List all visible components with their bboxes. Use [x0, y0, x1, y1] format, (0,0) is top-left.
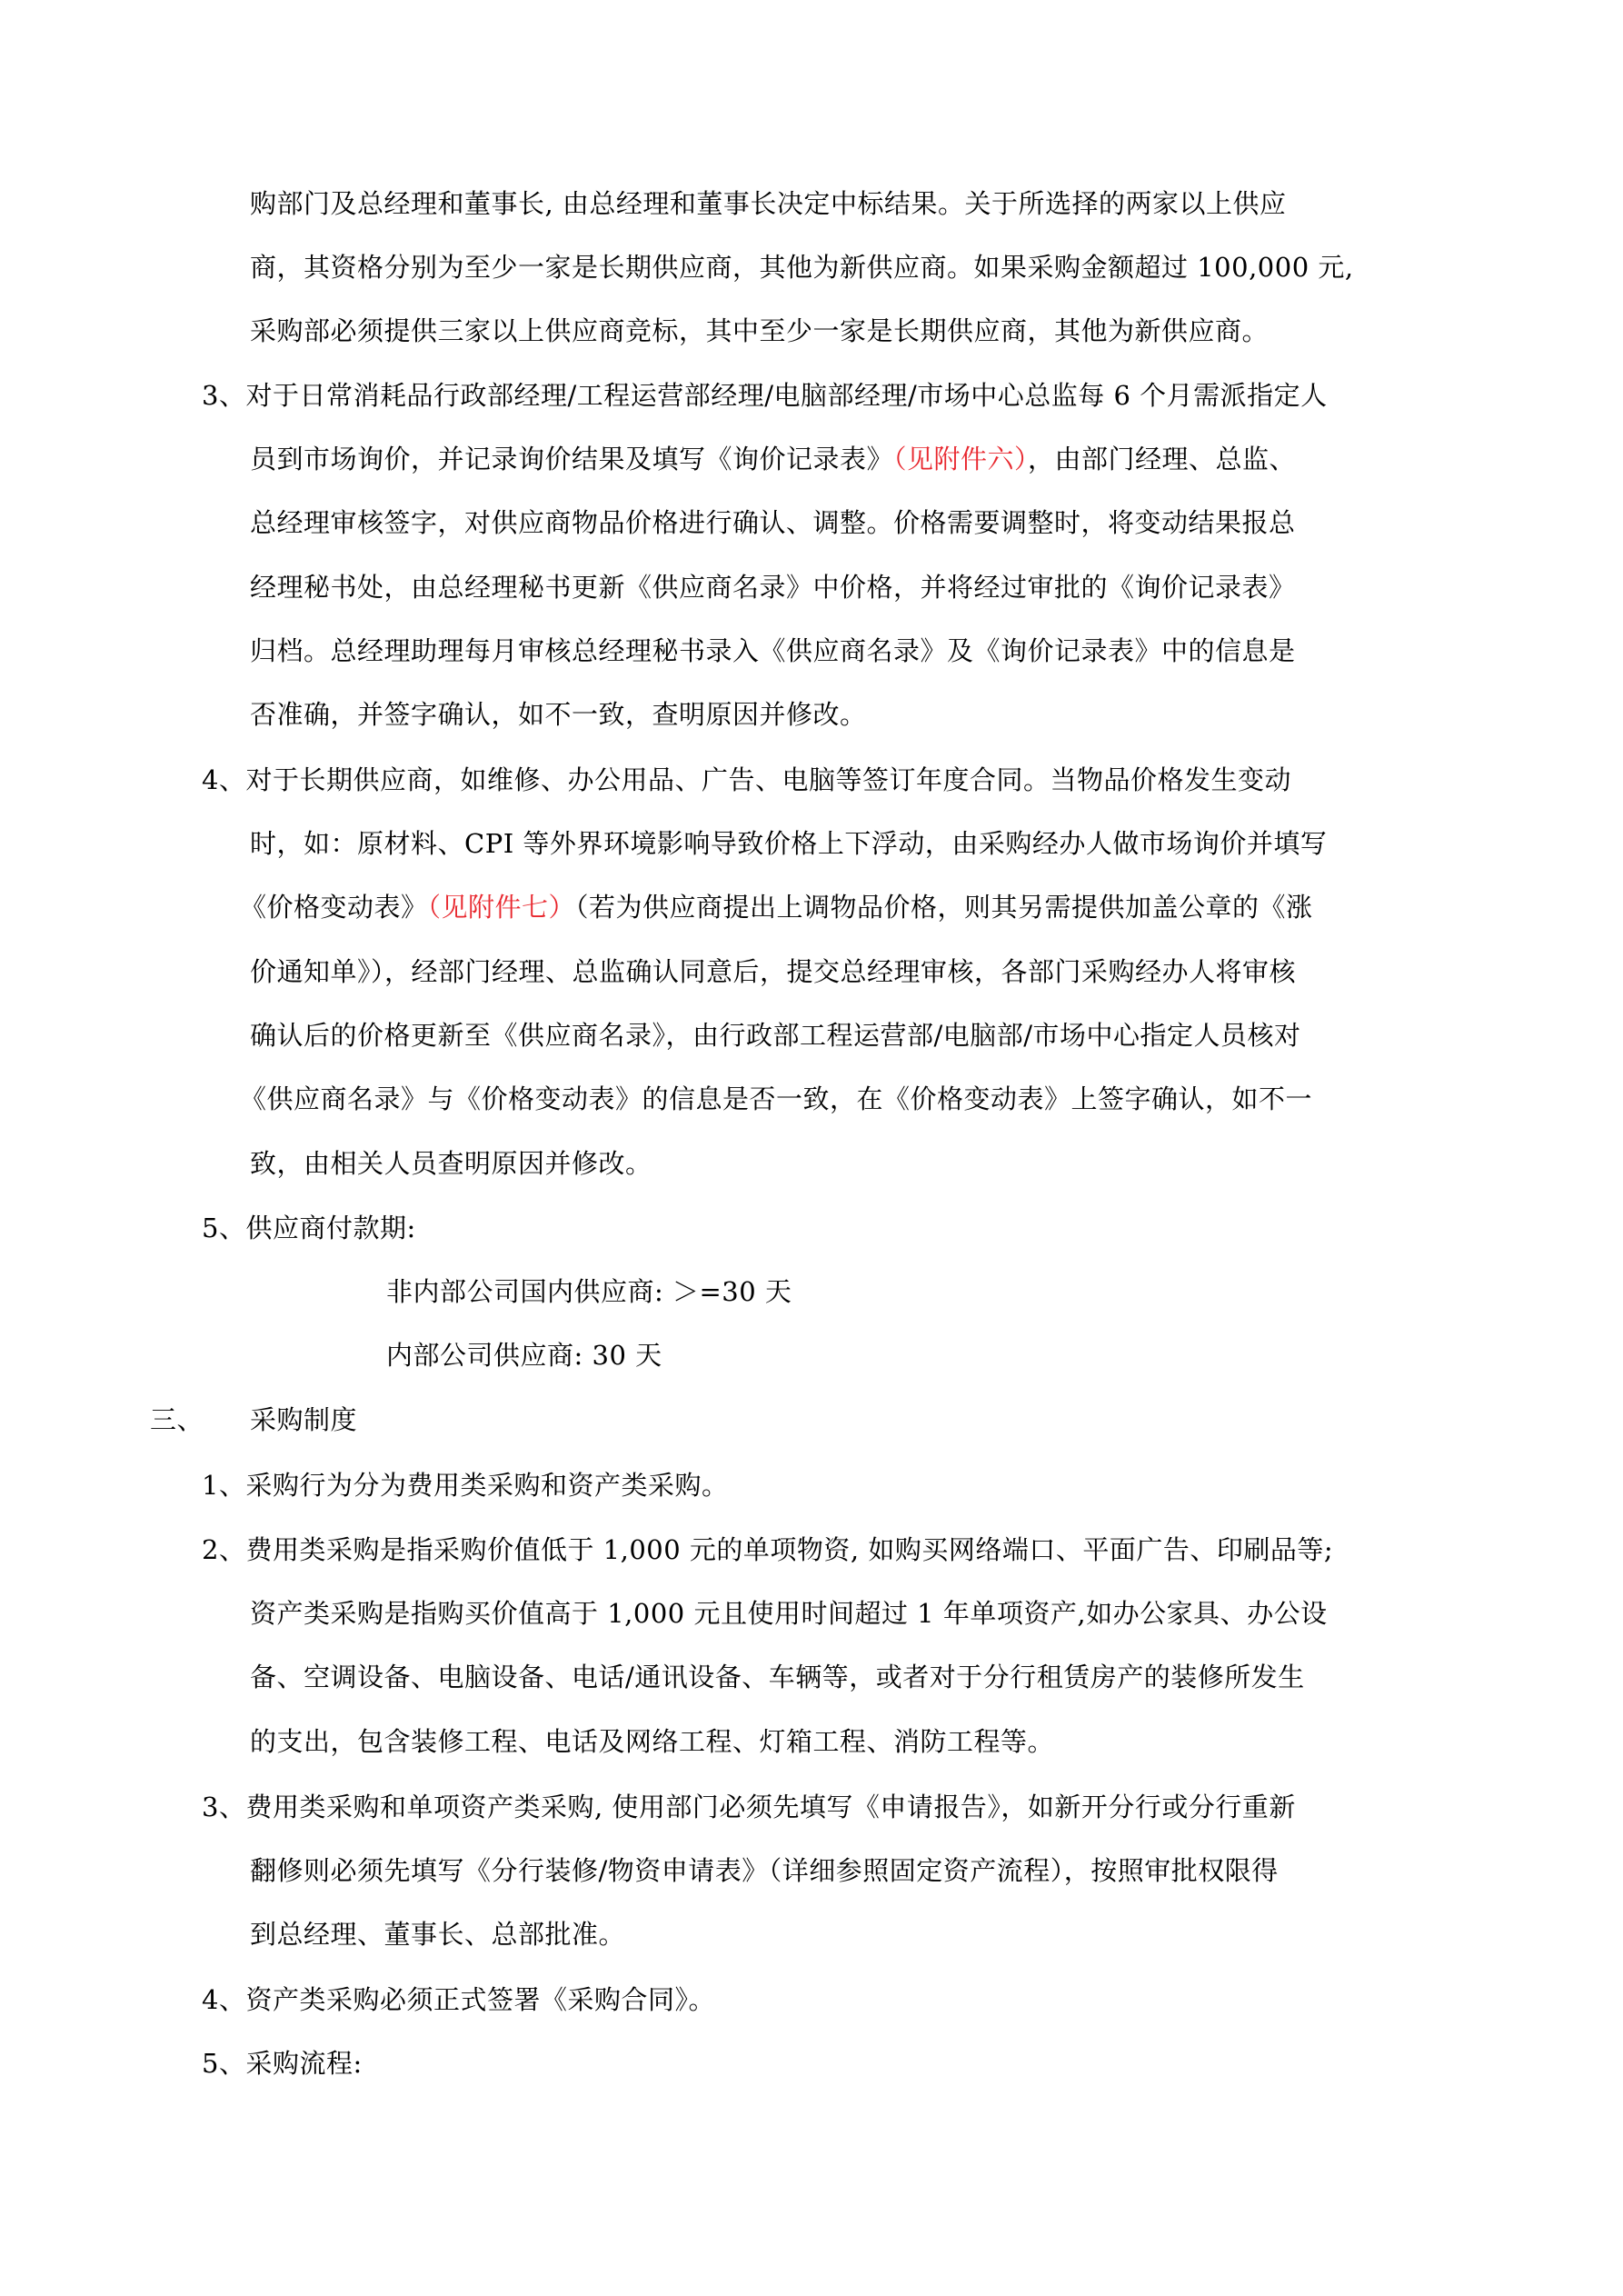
- item-4-text-a: 《价格变动表》: [240, 892, 428, 923]
- section-3-item-2-line-2: 资产类采购是指购买价值高于 1,000 元且使用时间超过 1 年单项资产,如办公家具、办公设: [250, 1598, 1328, 1629]
- payment-term-domestic: 非内部公司国内供应商: ＞=30 天: [386, 1276, 792, 1307]
- item-4-line-7: 致，由相关人员查明原因并修改。: [250, 1148, 652, 1179]
- para-continuation-line-3: 采购部必须提供三家以上供应商竞标，其中至少一家是长期供应商，其他为新供应商。: [250, 315, 1270, 346]
- item-3-line-2: [250, 441, 1296, 477]
- attachment-6-reference: （见附件六）: [893, 444, 1029, 474]
- section-3-item-3-line-1: 3、费用类采购和单项资产类采购, 使用部门必须先填写《申请报告》，如新开分行或分行重新: [202, 1792, 1296, 1822]
- section-3-item-1: 1、采购行为分为费用类采购和资产类采购。: [202, 1470, 729, 1501]
- item-3-line-3: 总经理审核签字，对供应商物品价格进行确认、调整。价格需要调整时，将变动结果报总: [250, 507, 1296, 538]
- item-4-text-b: （若为供应商提出上调物品价格，则其另需提供加盖公章的《涨: [575, 892, 1313, 923]
- item-3-text-b: ，由部门经理、总监、: [1028, 444, 1297, 474]
- attachment-7-reference: （见附件七）: [427, 892, 576, 923]
- para-continuation-line-2: 商，其资格分别为至少一家是长期供应商，其他为新供应商。如果采购金额超过 100,000 元,: [250, 252, 1354, 283]
- item-4-line-4: 价通知单》），经部门经理、总监确认同意后，提交总经理审核，各部门采购经办人将审核: [250, 956, 1297, 987]
- item-5-title: 5、供应商付款期:: [202, 1213, 416, 1243]
- para-continuation-line-1: 购部门及总经理和董事长, 由总经理和董事长决定中标结果。关于所选择的两家以上供应: [250, 188, 1287, 219]
- section-3-item-2-line-3: 备、空调设备、电脑设备、电话/通讯设备、车辆等，或者对于分行租赁房产的装修所发生: [250, 1662, 1305, 1692]
- section-3-item-2-line-4: 的支出，包含装修工程、电话及网络工程、灯箱工程、消防工程等。: [250, 1726, 1055, 1757]
- section-3-item-3-line-3: 到总经理、董事长、总部批准。: [250, 1919, 626, 1950]
- section-3-item-2-line-1: 2、费用类采购是指采购价值低于 1,000 元的单项物资, 如购买网络端口、平面广告、印刷品等;: [202, 1534, 1334, 1565]
- section-3-item-5: 5、采购流程:: [202, 2048, 363, 2079]
- item-4-line-3: [240, 889, 1313, 925]
- item-3-text-a: 员到市场询价，并记录询价结果及填写《询价记录表》: [250, 444, 894, 474]
- section-3-number: 三、: [150, 1404, 204, 1435]
- item-3-line-1: 3、对于日常消耗品行政部经理/工程运营部经理/电脑部经理/市场中心总监每 6 个月需派指定人: [202, 380, 1328, 411]
- section-3-item-4: 4、资产类采购必须正式签署《采购合同》。: [202, 1984, 715, 2015]
- section-3-title: 采购制度: [250, 1404, 358, 1435]
- item-3-line-6: 否准确，并签字确认，如不一致，查明原因并修改。: [250, 699, 867, 730]
- item-4-line-1: 4、对于长期供应商，如维修、办公用品、广告、电脑等签订年度合同。当物品价格发生变动: [202, 764, 1291, 795]
- item-4-line-5: 确认后的价格更新至《供应商名录》，由行政部工程运营部/电脑部/市场中心指定人员核对: [250, 1020, 1301, 1051]
- item-4-line-6: 《供应商名录》与《价格变动表》的信息是否一致，在《价格变动表》上签字确认，如不一: [240, 1083, 1313, 1114]
- item-3-line-4: 经理秘书处，由总经理秘书更新《供应商名录》中价格，并将经过审批的《询价记录表》: [250, 572, 1296, 603]
- payment-term-internal: 内部公司供应商: 30 天: [386, 1340, 662, 1371]
- item-4-line-2: 时，如：原材料、CPI 等外界环境影响导致价格上下浮动，由采购经办人做市场询价并填写: [250, 828, 1328, 859]
- section-3-item-3-line-2: 翻修则必须先填写《分行装修/物资申请表》（详细参照固定资产流程），按照审批权限得: [250, 1855, 1279, 1886]
- item-3-line-5: 归档。总经理助理每月审核总经理秘书录入《供应商名录》及《询价记录表》中的信息是: [250, 635, 1296, 666]
